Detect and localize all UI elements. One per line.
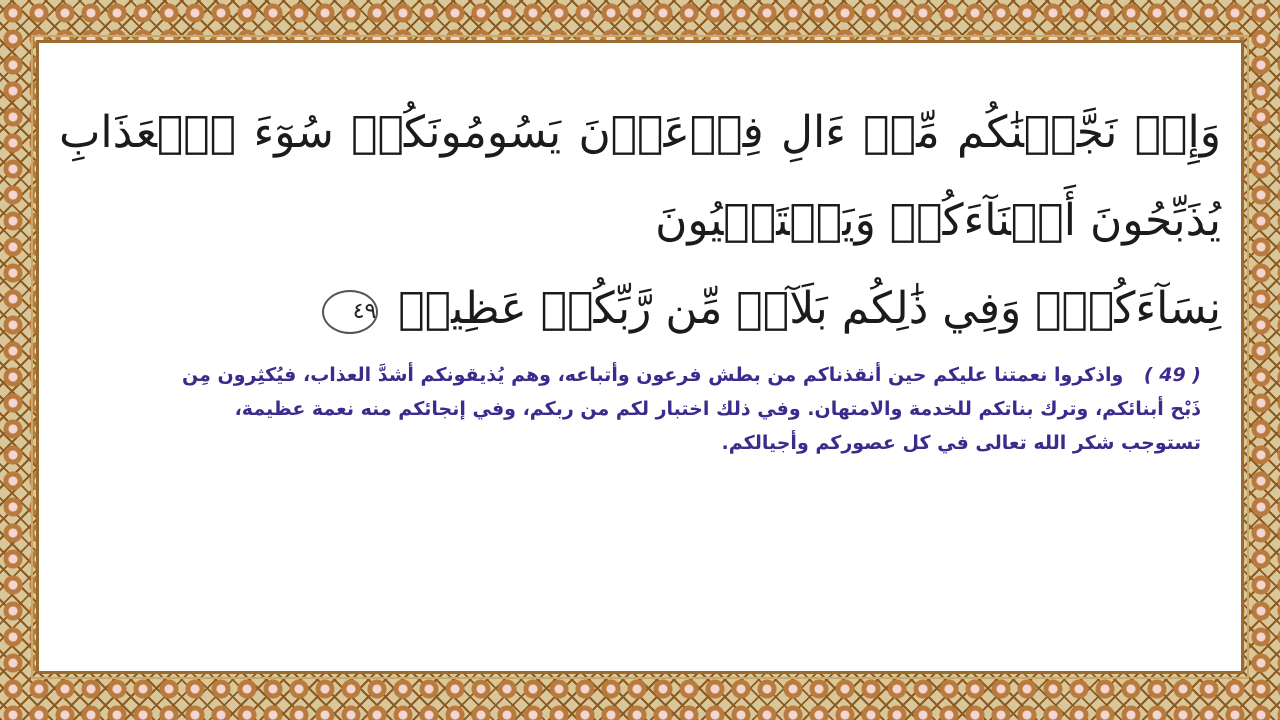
tafsir-text: واذكروا نعمتنا عليكم حين أنقذناكم من بطش فرعون وأتباعه، وهم يُذيقونكم أشدَّ العذاب، فيُكثِرون مِن ذَبْح أبنائكم، وترك بناتكم للخدمة والامتهان. وفي ذلك اختبار لكم من ربكم، وفي إنجائكم منه نعمة عظيمة، تستوجب شكر الله تعالى في كل عصوركم وأجيالكم. bbox=[182, 364, 1201, 454]
tafsir-verse-number: ( 49 ) bbox=[1143, 364, 1201, 386]
tafsir-explanation bbox=[149, 358, 1201, 460]
content-panel bbox=[36, 40, 1244, 674]
verse-line-1: وَإِذۡ نَجَّيۡنَٰكُم مِّنۡ ءَالِ فِرۡعَوۡنَ يَسُومُونَكُمۡ سُوٓءَ ٱلۡعَذَابِ يُذَبِّحُونَ أَبۡنَآءَكُمۡ وَيَسۡتَحۡيُونَ bbox=[59, 107, 1221, 246]
quran-verse bbox=[59, 89, 1221, 353]
ayah-number-marker: ٤٩ bbox=[322, 290, 378, 334]
verse-line-2: نِسَآءَكُمۡۚ وَفِي ذَٰلِكُم بَلَآءٞ مِّن رَّبِّكُمۡ عَظِيمٞ bbox=[398, 283, 1221, 334]
